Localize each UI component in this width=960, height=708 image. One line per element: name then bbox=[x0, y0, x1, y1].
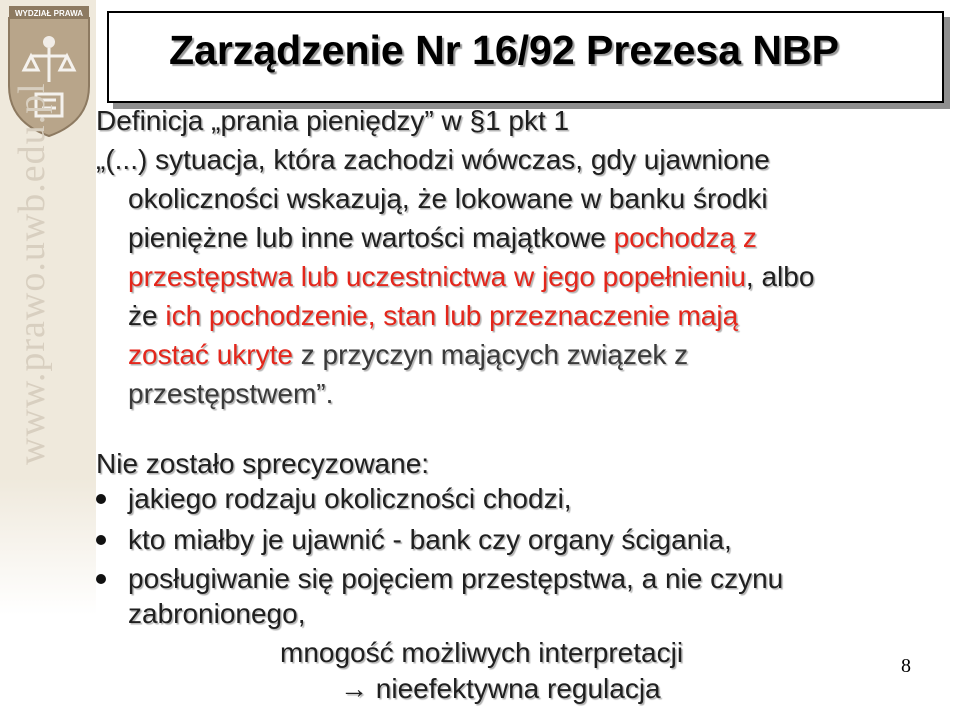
page-number: 8 bbox=[901, 655, 911, 677]
definition-line-6 bbox=[128, 336, 688, 374]
conclusion-interpretations: mnogość możliwych interpretacji bbox=[280, 637, 684, 668]
bullet-dot bbox=[96, 535, 106, 545]
side-band-fade bbox=[0, 478, 96, 707]
bullet-dot bbox=[96, 574, 106, 584]
unspecified-heading: Nie zostało sprecyzowane: bbox=[96, 448, 430, 479]
definition-line-2: okoliczności wskazują, że lokowane w banku środki bbox=[128, 183, 768, 214]
definition-line-3 bbox=[128, 219, 757, 257]
definition-line-7: przestępstwem”. bbox=[128, 378, 334, 409]
definition-line-1: „(...) sytuacja, która zachodzi wówczas, gdy ujawnione bbox=[96, 144, 770, 175]
definition-line-3-highlight: pochodzą z bbox=[613, 222, 757, 253]
definition-line-4-highlight: przestępstwa lub uczestnictwa w jego popełnieniu bbox=[128, 261, 746, 292]
definition-line-5-plain: że bbox=[128, 300, 166, 331]
crest-label: WYDZIAŁ PRAWA bbox=[15, 9, 83, 18]
definition-heading: Definicja „prania pieniędzy” w §1 pkt 1 bbox=[96, 105, 570, 136]
definition-line-4 bbox=[128, 258, 814, 296]
bullet-item-1: jakiego rodzaju okoliczności chodzi, bbox=[128, 483, 572, 514]
bullet-item-3-continued: zabronionego, bbox=[128, 598, 306, 629]
bullet-dot bbox=[96, 494, 106, 504]
definition-line-6-plain: z przyczyn mających związek z bbox=[292, 339, 689, 370]
website-vertical-text: www.prawo.uwb.edu.pl bbox=[11, 82, 53, 465]
title-box bbox=[107, 11, 944, 103]
bullet-item-3: posługiwanie się pojęciem przestępstwa, a nie czynu bbox=[128, 563, 784, 594]
conclusion-ineffective: → nieefektywna regulacja bbox=[340, 673, 661, 704]
definition-line-5-highlight: ich pochodzenie, stan lub przeznaczenie mają bbox=[165, 300, 739, 331]
definition-line-3-plain: pieniężne lub inne wartości majątkowe bbox=[128, 222, 614, 253]
slide-title: Zarządzenie Nr 16/92 Prezesa NBP bbox=[169, 27, 839, 73]
definition-line-4-plain: , albo bbox=[745, 261, 815, 292]
definition-line-5 bbox=[128, 297, 738, 335]
definition-line-6-highlight: zostać ukryte bbox=[128, 339, 293, 370]
bullet-item-2: kto miałby je ujawnić - bank czy organy ścigania, bbox=[128, 524, 732, 555]
